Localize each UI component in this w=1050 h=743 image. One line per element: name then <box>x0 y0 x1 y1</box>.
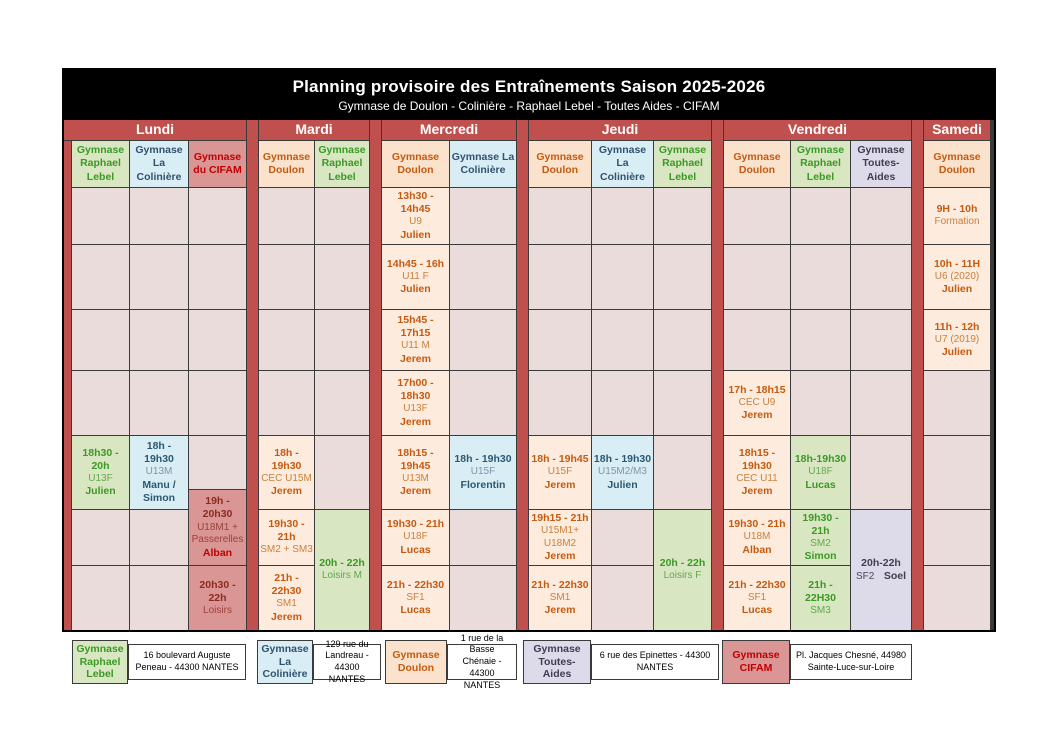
day-separator <box>247 120 258 630</box>
session-time: 19h30 - 21h <box>268 518 305 544</box>
session-time: 20h-22h <box>861 556 901 569</box>
page-title: Planning provisoire des Entraînements Saison 2025-2026 <box>292 77 766 96</box>
session-coach: Alban <box>202 546 233 559</box>
empty-cell <box>315 310 369 370</box>
session-time: 18h - 19h30 <box>144 440 174 466</box>
session-time: 18h30 - 20h <box>82 446 119 472</box>
session-mardi-doulon-r6 <box>259 510 314 565</box>
empty-cell <box>72 310 129 370</box>
empty-cell <box>791 310 850 370</box>
session-time: 18h - 19h30 <box>454 453 512 466</box>
session-split-line <box>852 570 910 584</box>
session-time: 19h15 - 21h <box>531 511 589 524</box>
empty-cell <box>315 188 369 244</box>
empty-cell <box>851 245 911 309</box>
session-mercredi-doulon-r1 <box>382 188 449 244</box>
empty-cell <box>654 245 711 309</box>
empty-cell <box>654 188 711 244</box>
empty-cell <box>791 245 850 309</box>
day-header-mardi: Mardi <box>259 120 369 140</box>
empty-cell <box>851 310 911 370</box>
session-group: SF1 <box>747 591 767 603</box>
day-header-vendredi: Vendredi <box>724 120 911 140</box>
session-time: 18h - 19h45 <box>531 453 589 466</box>
session-jeudi-doulon-r6 <box>529 510 591 565</box>
session-jeudi-doulon-r5 <box>529 436 591 509</box>
session-mardi-doulon-r5 <box>259 436 314 509</box>
empty-cell <box>851 188 911 244</box>
session-coach: Jerem <box>741 485 773 498</box>
session-mardi-lebel-r6_7 <box>315 510 369 630</box>
session-time: 21h - 22h30 <box>728 578 786 591</box>
session-lundi-coliniere-r5 <box>130 436 188 509</box>
session-lundi-cifam-r7 <box>189 566 246 630</box>
session-group: U6 (2020) <box>934 270 980 282</box>
empty-cell <box>924 436 990 509</box>
empty-cell <box>450 188 516 244</box>
session-vendredi-doulon-r6 <box>724 510 790 565</box>
empty-cell <box>529 245 591 309</box>
session-group: SM3 <box>810 604 831 616</box>
empty-cell <box>654 310 711 370</box>
session-group: SF2 <box>856 570 875 582</box>
session-time: 21h - 22H30 <box>805 578 836 604</box>
session-coach: Julien <box>85 485 116 498</box>
empty-cell <box>189 310 246 370</box>
session-group: U15F <box>547 466 573 478</box>
gym-header-jeudi-doulon: Gymnase Doulon <box>529 141 591 187</box>
session-group: CEC U11 <box>736 472 778 484</box>
table-left-bar <box>64 141 71 630</box>
session-coach: Jerem <box>400 415 431 428</box>
empty-cell <box>592 510 653 565</box>
empty-cell <box>592 310 653 370</box>
empty-cell <box>851 371 911 435</box>
empty-cell <box>72 245 129 309</box>
session-coach: Jerem <box>271 610 302 623</box>
session-group: U15M2/M3 <box>598 466 647 478</box>
session-group: Loisirs F <box>663 570 702 582</box>
empty-cell <box>791 188 850 244</box>
legend-gym-address-lebel: 16 boulevard Auguste Peneau - 44300 NANTES <box>128 644 246 680</box>
session-time: 19h30 - 21h <box>728 518 786 531</box>
gym-header-mardi-lebel: Gymnase Raphael Lebel <box>315 141 369 187</box>
empty-cell <box>450 566 516 630</box>
session-samedi-doulon-r3 <box>924 310 990 370</box>
session-coach: Florentin <box>460 478 506 491</box>
session-jeudi-coliniere-r5 <box>592 436 653 509</box>
session-vendredi-lebel-r5 <box>791 436 850 509</box>
session-jeudi-doulon-r7 <box>529 566 591 630</box>
empty-cell <box>924 371 990 435</box>
legend-gym-name-cifam: Gymnase CIFAM <box>722 640 790 684</box>
empty-cell <box>529 371 591 435</box>
session-time: 18h - 19h30 <box>593 453 652 466</box>
session-mardi-doulon-r7 <box>259 566 314 630</box>
empty-cell <box>529 310 591 370</box>
session-vendredi-doulon-r7 <box>724 566 790 630</box>
session-group: U13M <box>402 472 429 484</box>
empty-cell <box>851 436 911 509</box>
empty-cell <box>130 245 188 309</box>
gym-header-vendredi-doulon: Gymnase Doulon <box>724 141 790 187</box>
session-time: 19h30 - 21h <box>802 511 839 537</box>
empty-cell <box>259 188 314 244</box>
page-subtitle: Gymnase de Doulon - Colinière - Raphael Lebel - Toutes Aides - CIFAM <box>338 99 720 113</box>
empty-cell <box>189 371 246 435</box>
empty-cell <box>130 310 188 370</box>
session-time: 17h - 18h15 <box>728 383 786 396</box>
empty-cell <box>924 566 990 630</box>
day-separator <box>370 120 381 630</box>
session-coach: Julien <box>941 346 973 359</box>
empty-cell <box>259 371 314 435</box>
empty-cell <box>72 371 129 435</box>
session-time: 20h30 - 22h <box>199 578 236 604</box>
empty-cell <box>592 188 653 244</box>
gym-header-lundi-cifam: Gymnase du CIFAM <box>189 141 246 187</box>
empty-cell <box>529 188 591 244</box>
empty-cell <box>189 245 246 309</box>
empty-cell <box>450 371 516 435</box>
session-time: 20h - 22h <box>659 557 706 570</box>
legend-gym-name-doulon: Gymnase Doulon <box>385 640 447 684</box>
session-group: Formation <box>934 216 980 228</box>
session-time: 18h15 - 19h45 <box>397 446 434 472</box>
session-group: U15F <box>470 466 496 478</box>
session-coach: Julien <box>941 283 973 296</box>
day-header-jeudi: Jeudi <box>529 120 711 140</box>
session-group: U18M <box>743 531 771 543</box>
empty-cell <box>315 436 369 509</box>
empty-cell <box>450 510 516 565</box>
empty-cell <box>189 436 246 489</box>
session-samedi-doulon-r1 <box>924 188 990 244</box>
session-vendredi-doulon-r4 <box>724 371 790 435</box>
session-group: SM2 <box>810 537 831 549</box>
legend-gym-name-toutesaides: Gymnase Toutes-Aides <box>523 640 591 684</box>
session-time: 14h45 - 16h <box>386 257 445 270</box>
session-group: U7 (2019) <box>934 333 980 345</box>
legend-gym-address-toutesaides: 6 rue des Epinettes - 44300 NANTES <box>591 644 719 680</box>
session-coach: Julien <box>607 478 638 491</box>
session-group: U11 M <box>401 340 430 352</box>
empty-cell <box>592 566 653 630</box>
gym-header-vendredi-toutesaides: Gymnase Toutes-Aides <box>851 141 911 187</box>
session-group: SM2 + SM3 <box>260 544 313 556</box>
gym-address-legend <box>62 632 992 692</box>
empty-cell <box>654 371 711 435</box>
session-coach: Julien <box>400 283 431 296</box>
session-mercredi-doulon-r4 <box>382 371 449 435</box>
empty-cell <box>924 510 990 565</box>
session-coach: Jerem <box>544 550 576 562</box>
session-group: U18M1 + <box>197 521 238 533</box>
empty-cell <box>592 371 653 435</box>
session-time: 18h-19h30 <box>794 453 847 466</box>
day-separator <box>712 120 723 630</box>
schedule-grid <box>64 120 994 630</box>
session-group: CEC U9 <box>738 396 776 408</box>
empty-cell <box>450 310 516 370</box>
session-coach: Lucas <box>741 604 773 617</box>
session-vendredi-doulon-r5 <box>724 436 790 509</box>
session-mercredi-coliniere-r5 <box>450 436 516 509</box>
session-vendredi-lebel-r7 <box>791 566 850 630</box>
session-time: 15h45 - 17h15 <box>397 314 434 340</box>
gym-header-samedi-doulon: Gymnase Doulon <box>924 141 990 187</box>
legend-gym-name-lebel: Gymnase Raphael Lebel <box>72 640 128 684</box>
session-group: U13F <box>403 403 428 415</box>
session-time: 13h30 - 14h45 <box>397 190 434 216</box>
session-mercredi-doulon-r3 <box>382 310 449 370</box>
empty-cell <box>592 245 653 309</box>
session-time: 9H - 10h <box>936 203 978 216</box>
session-group: SM1 <box>276 598 297 610</box>
gym-header-lundi-coliniere: Gymnase La Colinière <box>130 141 188 187</box>
session-time: 18h - 19h30 <box>271 446 302 472</box>
empty-cell <box>259 310 314 370</box>
gym-header-vendredi-lebel: Gymnase Raphael Lebel <box>791 141 850 187</box>
session-samedi-doulon-r2 <box>924 245 990 309</box>
session-coach: Jerem <box>271 485 302 498</box>
empty-cell <box>724 310 790 370</box>
session-coach: Jerem <box>400 352 431 365</box>
day-separator <box>517 120 528 630</box>
day-header-lundi: Lundi <box>64 120 246 140</box>
day-header-samedi: Samedi <box>924 120 990 140</box>
empty-cell <box>315 245 369 309</box>
session-time: 17h00 - 18h30 <box>397 377 434 403</box>
empty-cell <box>450 245 516 309</box>
session-lundi-lebel-r5 <box>72 436 129 509</box>
session-group: SF1 <box>406 591 425 603</box>
session-coach: Jerem <box>544 604 576 617</box>
session-time: 11h - 12h <box>934 320 980 333</box>
gym-header-jeudi-lebel: Gymnase Raphael Lebel <box>654 141 711 187</box>
session-mercredi-doulon-r2 <box>382 245 449 309</box>
session-coach: Simon <box>804 550 837 563</box>
session-coach: Alban <box>742 543 772 556</box>
session-coach: Julien <box>400 228 431 241</box>
session-time: 18h15 - 19h30 <box>738 446 776 472</box>
session-time: 21h - 22h30 <box>531 578 589 591</box>
session-group: U18F <box>403 531 428 543</box>
session-coach: Lucas <box>400 604 431 617</box>
session-group: U13F <box>88 472 113 484</box>
session-group: U11 F <box>402 270 429 282</box>
session-group: U15M1+ <box>540 525 580 536</box>
empty-cell <box>259 245 314 309</box>
empty-cell <box>130 566 188 630</box>
session-coach: Jerem <box>544 478 576 491</box>
session-vendredi-lebel-r6 <box>791 510 850 565</box>
session-group: SM1 <box>549 591 571 603</box>
session-group: U18M2 <box>543 537 577 549</box>
session-group: CEC U15M <box>261 472 312 484</box>
session-time: 19h - 20h30 <box>202 495 233 521</box>
legend-gym-name-coliniere: Gymnase La Colinière <box>257 640 313 684</box>
legend-gym-address-doulon: 1 rue de la Basse Chénaie - 44300 NANTES <box>447 644 517 680</box>
empty-cell <box>791 371 850 435</box>
session-group: Loisirs <box>203 604 232 616</box>
session-jeudi-lebel-r6_7 <box>654 510 711 630</box>
session-mercredi-doulon-r6 <box>382 510 449 565</box>
session-time: 19h30 - 21h <box>386 518 445 531</box>
empty-cell <box>130 371 188 435</box>
session-group: U9 <box>409 216 422 228</box>
empty-cell <box>654 436 711 509</box>
day-separator <box>912 120 923 630</box>
session-group: U18F <box>808 466 833 478</box>
day-header-mercredi: Mercredi <box>382 120 516 140</box>
session-coach: Jerem <box>400 485 431 498</box>
session-time: 21h - 22h30 <box>271 572 302 598</box>
session-time: 21h - 22h30 <box>386 578 445 591</box>
session-coach: Soel <box>883 569 906 582</box>
session-time: 10h - 11H <box>933 257 981 270</box>
session-mercredi-doulon-r7 <box>382 566 449 630</box>
legend-gym-address-cifam: Pl. Jacques Chesné, 44980 Sainte-Luce-sur-Loire <box>790 644 912 680</box>
gym-header-mercredi-doulon: Gymnase Doulon <box>382 141 449 187</box>
empty-cell <box>72 566 129 630</box>
empty-cell <box>724 188 790 244</box>
planning-table <box>62 68 996 632</box>
gym-header-lundi-lebel: Gymnase Raphael Lebel <box>72 141 129 187</box>
empty-cell <box>189 188 246 244</box>
empty-cell <box>72 510 129 565</box>
session-group: U13M <box>145 466 173 478</box>
session-vendredi-toutesaides-r6_7 <box>851 510 911 630</box>
session-coach: Jerem <box>741 409 773 422</box>
session-group: Loisirs M <box>321 570 362 582</box>
legend-gym-address-coliniere: 129 rue du Landreau - 44300 NANTES <box>313 644 381 680</box>
gym-header-mercredi-coliniere: Gymnase La Colinière <box>450 141 516 187</box>
session-mercredi-doulon-r5 <box>382 436 449 509</box>
session-coach: Manu / Simon <box>142 478 176 504</box>
session-time: 20h - 22h <box>319 557 365 570</box>
empty-cell <box>130 188 188 244</box>
title-box <box>64 70 994 120</box>
session-group: Passerelles <box>191 534 244 546</box>
gym-header-jeudi-coliniere: Gymnase La Colinière <box>592 141 653 187</box>
empty-cell <box>315 371 369 435</box>
session-coach: Lucas <box>400 543 431 556</box>
empty-cell <box>72 188 129 244</box>
empty-cell <box>724 245 790 309</box>
session-lundi-cifam-r5b6 <box>189 490 246 565</box>
session-coach: Lucas <box>805 478 836 491</box>
empty-cell <box>130 510 188 565</box>
gym-header-mardi-doulon: Gymnase Doulon <box>259 141 314 187</box>
